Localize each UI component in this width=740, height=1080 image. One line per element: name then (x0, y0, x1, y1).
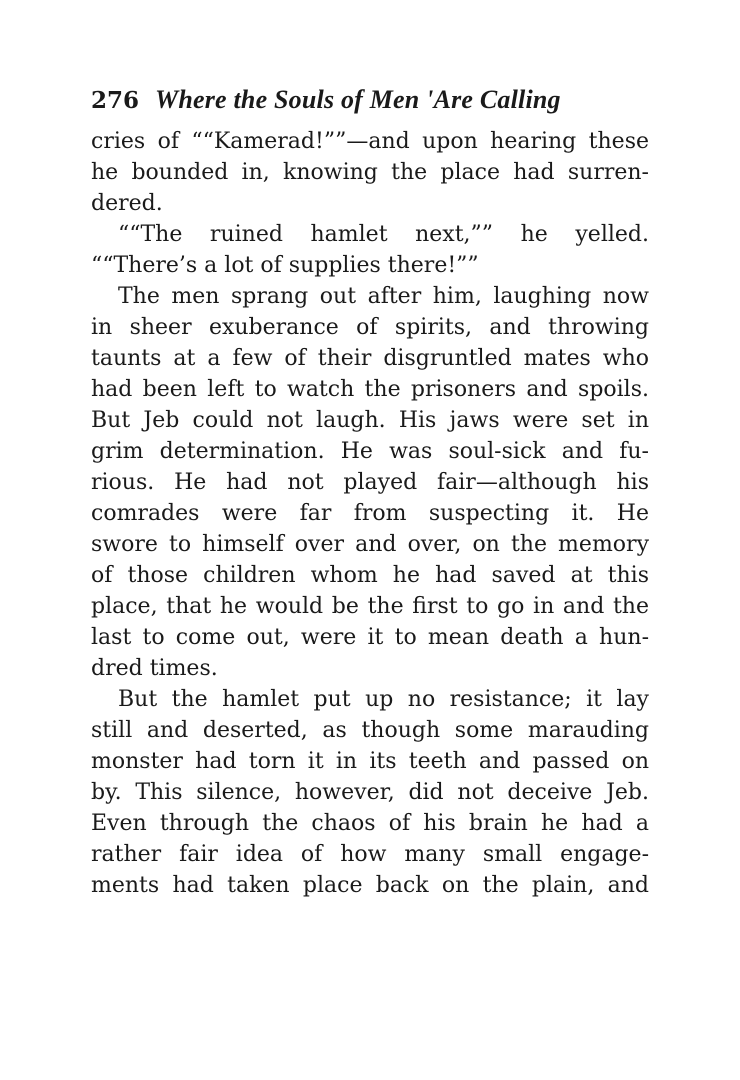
text-line: had been left to watch the prisoners and spoils. (91, 377, 649, 402)
text-line: But Jeb could not laugh. His jaws were set in (91, 408, 649, 433)
page-number: 276 (91, 87, 140, 114)
body-text (91, 126, 649, 901)
text-line: in sheer exuberance of spirits, and throwing (91, 315, 649, 340)
text-line: comrades were far from suspecting it. He (91, 501, 649, 526)
running-title: Where the Souls of Men 'Are Calling (155, 85, 561, 114)
text-line: place, that he would be the first to go in and the (91, 594, 649, 619)
text-line: taunts at a few of their disgruntled mates who (91, 346, 649, 371)
text-line: grim determination. He was soul-sick and fu- (91, 439, 649, 464)
text-line: still and deserted, as though some marauding (91, 718, 649, 743)
text-line: But the hamlet put up no resistance; it lay (118, 687, 649, 712)
text-line: by. This silence, however, did not deceive Jeb. (91, 780, 649, 805)
book-page (91, 80, 649, 901)
text-line: ““There’s a lot of supplies there!”” (91, 253, 479, 278)
text-line: dered. (91, 191, 163, 216)
text-line: The men sprang out after him, laughing now (118, 284, 649, 309)
text-line: rather fair idea of how many small engage- (91, 842, 649, 867)
text-line: dred times. (91, 656, 218, 681)
text-line: he bounded in, knowing the place had surren- (91, 160, 649, 185)
text-line: last to come out, were it to mean death a hun- (91, 625, 649, 650)
text-line: ments had taken place back on the plain, and (91, 873, 649, 898)
text-line: swore to himself over and over, on the memory (91, 532, 649, 557)
text-line: cries of ““Kamerad!””—and upon hearing these (91, 129, 649, 154)
text-line: rious. He had not played fair—although his (91, 470, 649, 495)
running-head (91, 80, 649, 120)
text-line: monster had torn it in its teeth and passed on (91, 749, 649, 774)
text-line: Even through the chaos of his brain he had a (91, 811, 649, 836)
text-line: ““The ruined hamlet next,”” he yelled. (118, 222, 649, 247)
text-line: of those children whom he had saved at this (91, 563, 649, 588)
